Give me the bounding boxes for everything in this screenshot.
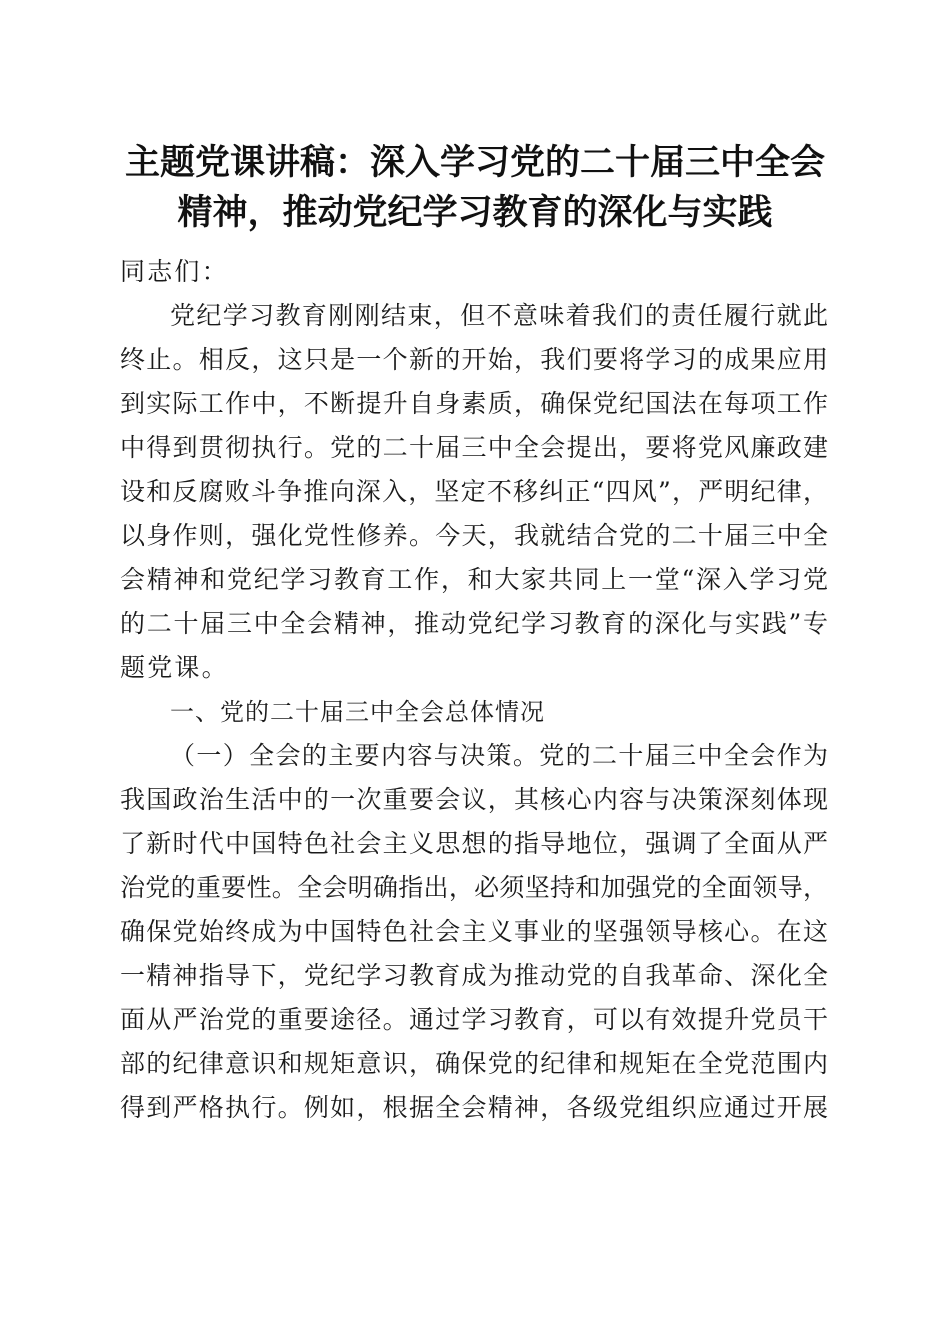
paragraph-line: 治党的重要性。全会明确指出，必须坚持和加强党的全面领导，: [120, 873, 828, 902]
paragraph-line: 我国政治生活中的一次重要会议，其核心内容与决策深刻体现: [120, 785, 828, 814]
paragraph-line: （一）全会的主要内容与决策。党的二十届三中全会作为: [170, 741, 828, 770]
paragraph-line: 部的纪律意识和规矩意识，确保党的纪律和规矩在全党范围内: [120, 1049, 828, 1078]
section-heading: 一、党的二十届三中全会总体情况: [170, 698, 545, 726]
paragraph-section-1: [120, 734, 828, 1130]
paragraph-line: 面从严治党的重要途径。通过学习教育，可以有效提升党员干: [120, 1005, 828, 1034]
paragraph-line: 一精神指导下，党纪学习教育成为推动党的自我革命、深化全: [120, 961, 828, 990]
paragraph-line: 设和反腐败斗争推向深入，坚定不移纠正“四风”，严明纪律，: [120, 477, 828, 506]
document-title: [100, 138, 850, 238]
paragraph-line: 了新时代中国特色社会主义思想的指导地位，强调了全面从严: [120, 829, 828, 858]
paragraph-line: 到实际工作中，不断提升自身素质，确保党纪国法在每项工作: [120, 389, 828, 418]
paragraph-line: 党纪学习教育刚刚结束，但不意味着我们的责任履行就此: [170, 301, 828, 330]
paragraph-line: 会精神和党纪学习教育工作，和大家共同上一堂“深入学习党: [120, 565, 828, 594]
document-body: [120, 250, 828, 1130]
paragraph-line: 终止。相反，这只是一个新的开始，我们要将学习的成果应用: [120, 345, 828, 374]
paragraph-line: 题党课。: [120, 653, 229, 682]
salutation: 同志们：: [120, 257, 229, 286]
paragraph-line: 确保党始终成为中国特色社会主义事业的坚强领导核心。在这: [120, 917, 828, 946]
paragraph-intro: [120, 294, 828, 690]
paragraph-line: 中得到贯彻执行。党的二十届三中全会提出，要将党风廉政建: [120, 433, 828, 462]
title-line: 主题党课讲稿：深入学习党的二十届三中全会: [124, 142, 825, 183]
paragraph-line: 得到严格执行。例如，根据全会精神，各级党组织应通过开展: [120, 1093, 828, 1122]
paragraph-line: 的二十届三中全会精神，推动党纪学习教育的深化与实践”专: [120, 609, 828, 638]
paragraph-line: 以身作则，强化党性修养。今天，我就结合党的二十届三中全: [120, 521, 828, 550]
title-line: 精神，推动党纪学习教育的深化与实践: [177, 192, 773, 233]
